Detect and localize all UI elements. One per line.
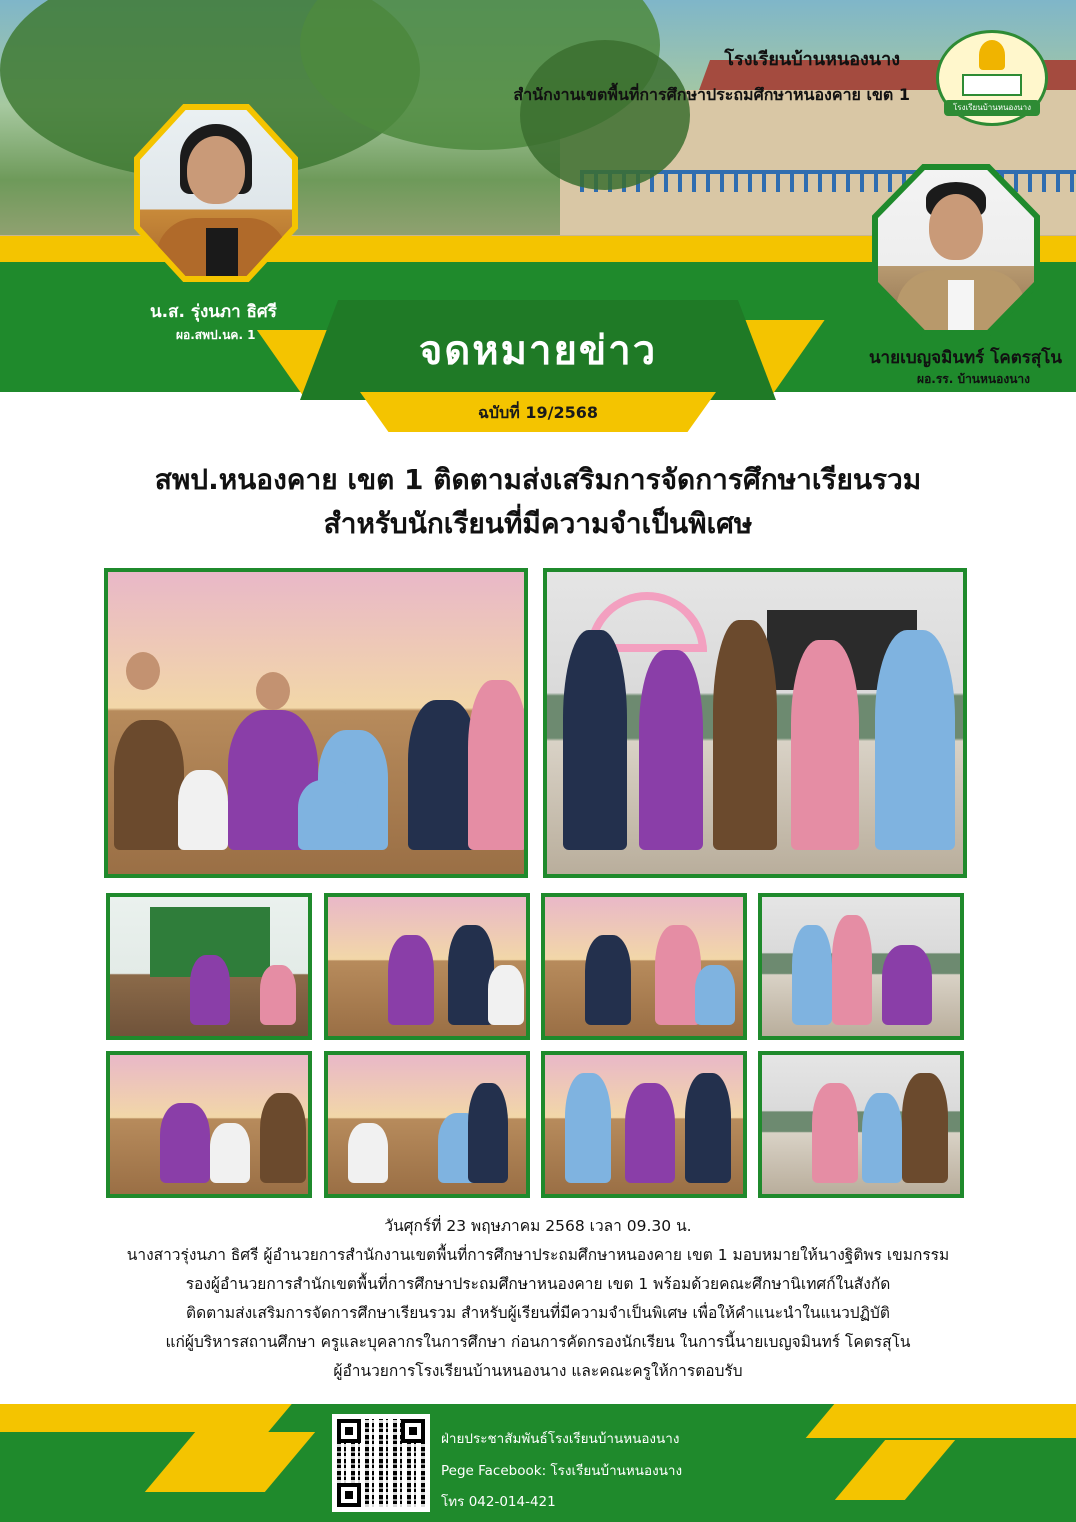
photo-activity-2: [324, 893, 530, 1040]
school-logo-icon: [936, 30, 1048, 126]
photo-activity-5: [106, 1051, 312, 1198]
photo-group-portrait: [543, 568, 967, 878]
photo-activity-4: [758, 893, 964, 1040]
left-person-role: ผอ.สพป.นค. 1: [176, 328, 256, 342]
photo-classroom-visit: [104, 568, 528, 878]
logo-ribbon-text: โรงเรียนบ้านหนองนาง: [944, 100, 1040, 116]
right-person-role: ผอ.รร. บ้านหนองนาง: [917, 372, 1030, 386]
footer-stripe-right: [806, 1404, 1076, 1438]
article-date: วันศุกร์ที่ 23 พฤษภาคม 2568 เวลา 09.30 น.: [384, 1217, 692, 1235]
headline-line-1: สพป.หนองคาย เขต 1 ติดตามส่งเสริมการจัดการศึกษาเรียนรวม: [154, 463, 922, 496]
article-line: นางสาวรุ่งนภา ธิศรี ผู้อำนวยการสำนักงานเขตพื้นที่การศึกษาประถมศึกษาหนองคาย เขต 1 มอบหมายให้นางฐิติพร เขมกรรม: [126, 1246, 950, 1264]
footer-facebook-link[interactable]: Pege Facebook: โรงเรียนบ้านหนองนาง: [441, 1463, 683, 1479]
office-name: สำนักงานเขตพื้นที่การศึกษาประถมศึกษาหนองคาย เขต 1: [513, 85, 910, 104]
headline: [0, 458, 1076, 546]
school-name: โรงเรียนบ้านหนองนาง: [724, 49, 900, 70]
photo-activity-7: [541, 1051, 747, 1198]
issue-number: ฉบับที่ 19/2568: [478, 403, 598, 422]
article-line: ผู้อำนวยการโรงเรียนบ้านหนองนาง และคณะครูให้การตอบรับ: [333, 1362, 743, 1380]
photo-meeting-room: [106, 893, 312, 1040]
left-person-name: น.ส. รุ่งนภา ธิศรี: [150, 302, 277, 322]
footer-phone[interactable]: โทร 042-014-421: [441, 1494, 556, 1510]
article-body: [0, 1212, 1076, 1386]
article-line: ติดตามส่งเสริมการจัดการศึกษาเรียนรวม สำหรับผู้เรียนที่มีความจำเป็นพิเศษ เพื่อให้คำแนะนำในแนวปฏิบัติ: [186, 1304, 890, 1322]
headline-line-2: สำหรับนักเรียนที่มีความจำเป็นพิเศษ: [323, 507, 753, 540]
photo-activity-6: [324, 1051, 530, 1198]
photo-activity-3: [541, 893, 747, 1040]
newsletter-title: จดหมายข่าว: [418, 328, 658, 374]
director-portrait-left: [134, 104, 298, 282]
footer-stripe-left: [0, 1404, 292, 1432]
article-line: แก่ผู้บริหารสถานศึกษา ครูและบุคลากรในการศึกษา ก่อนการคัดกรองนักเรียน ในการนี้นายเบญจมินทร์ โคตรสุโน: [165, 1333, 911, 1351]
director-portrait-right: [872, 164, 1040, 336]
photo-activity-8: [758, 1051, 964, 1198]
qr-code-icon[interactable]: [332, 1414, 430, 1512]
right-person-name: นายเบญจมินทร์ โคตรสุโน: [868, 348, 1062, 368]
footer-pr-unit: ฝ่ายประชาสัมพันธ์โรงเรียนบ้านหนองนาง: [441, 1431, 680, 1447]
article-line: รองผู้อำนวยการสำนักเขตพื้นที่การศึกษาประถมศึกษาหนองคาย เขต 1 พร้อมด้วยคณะศึกษานิเทศก์ในสังกัด: [185, 1275, 891, 1293]
